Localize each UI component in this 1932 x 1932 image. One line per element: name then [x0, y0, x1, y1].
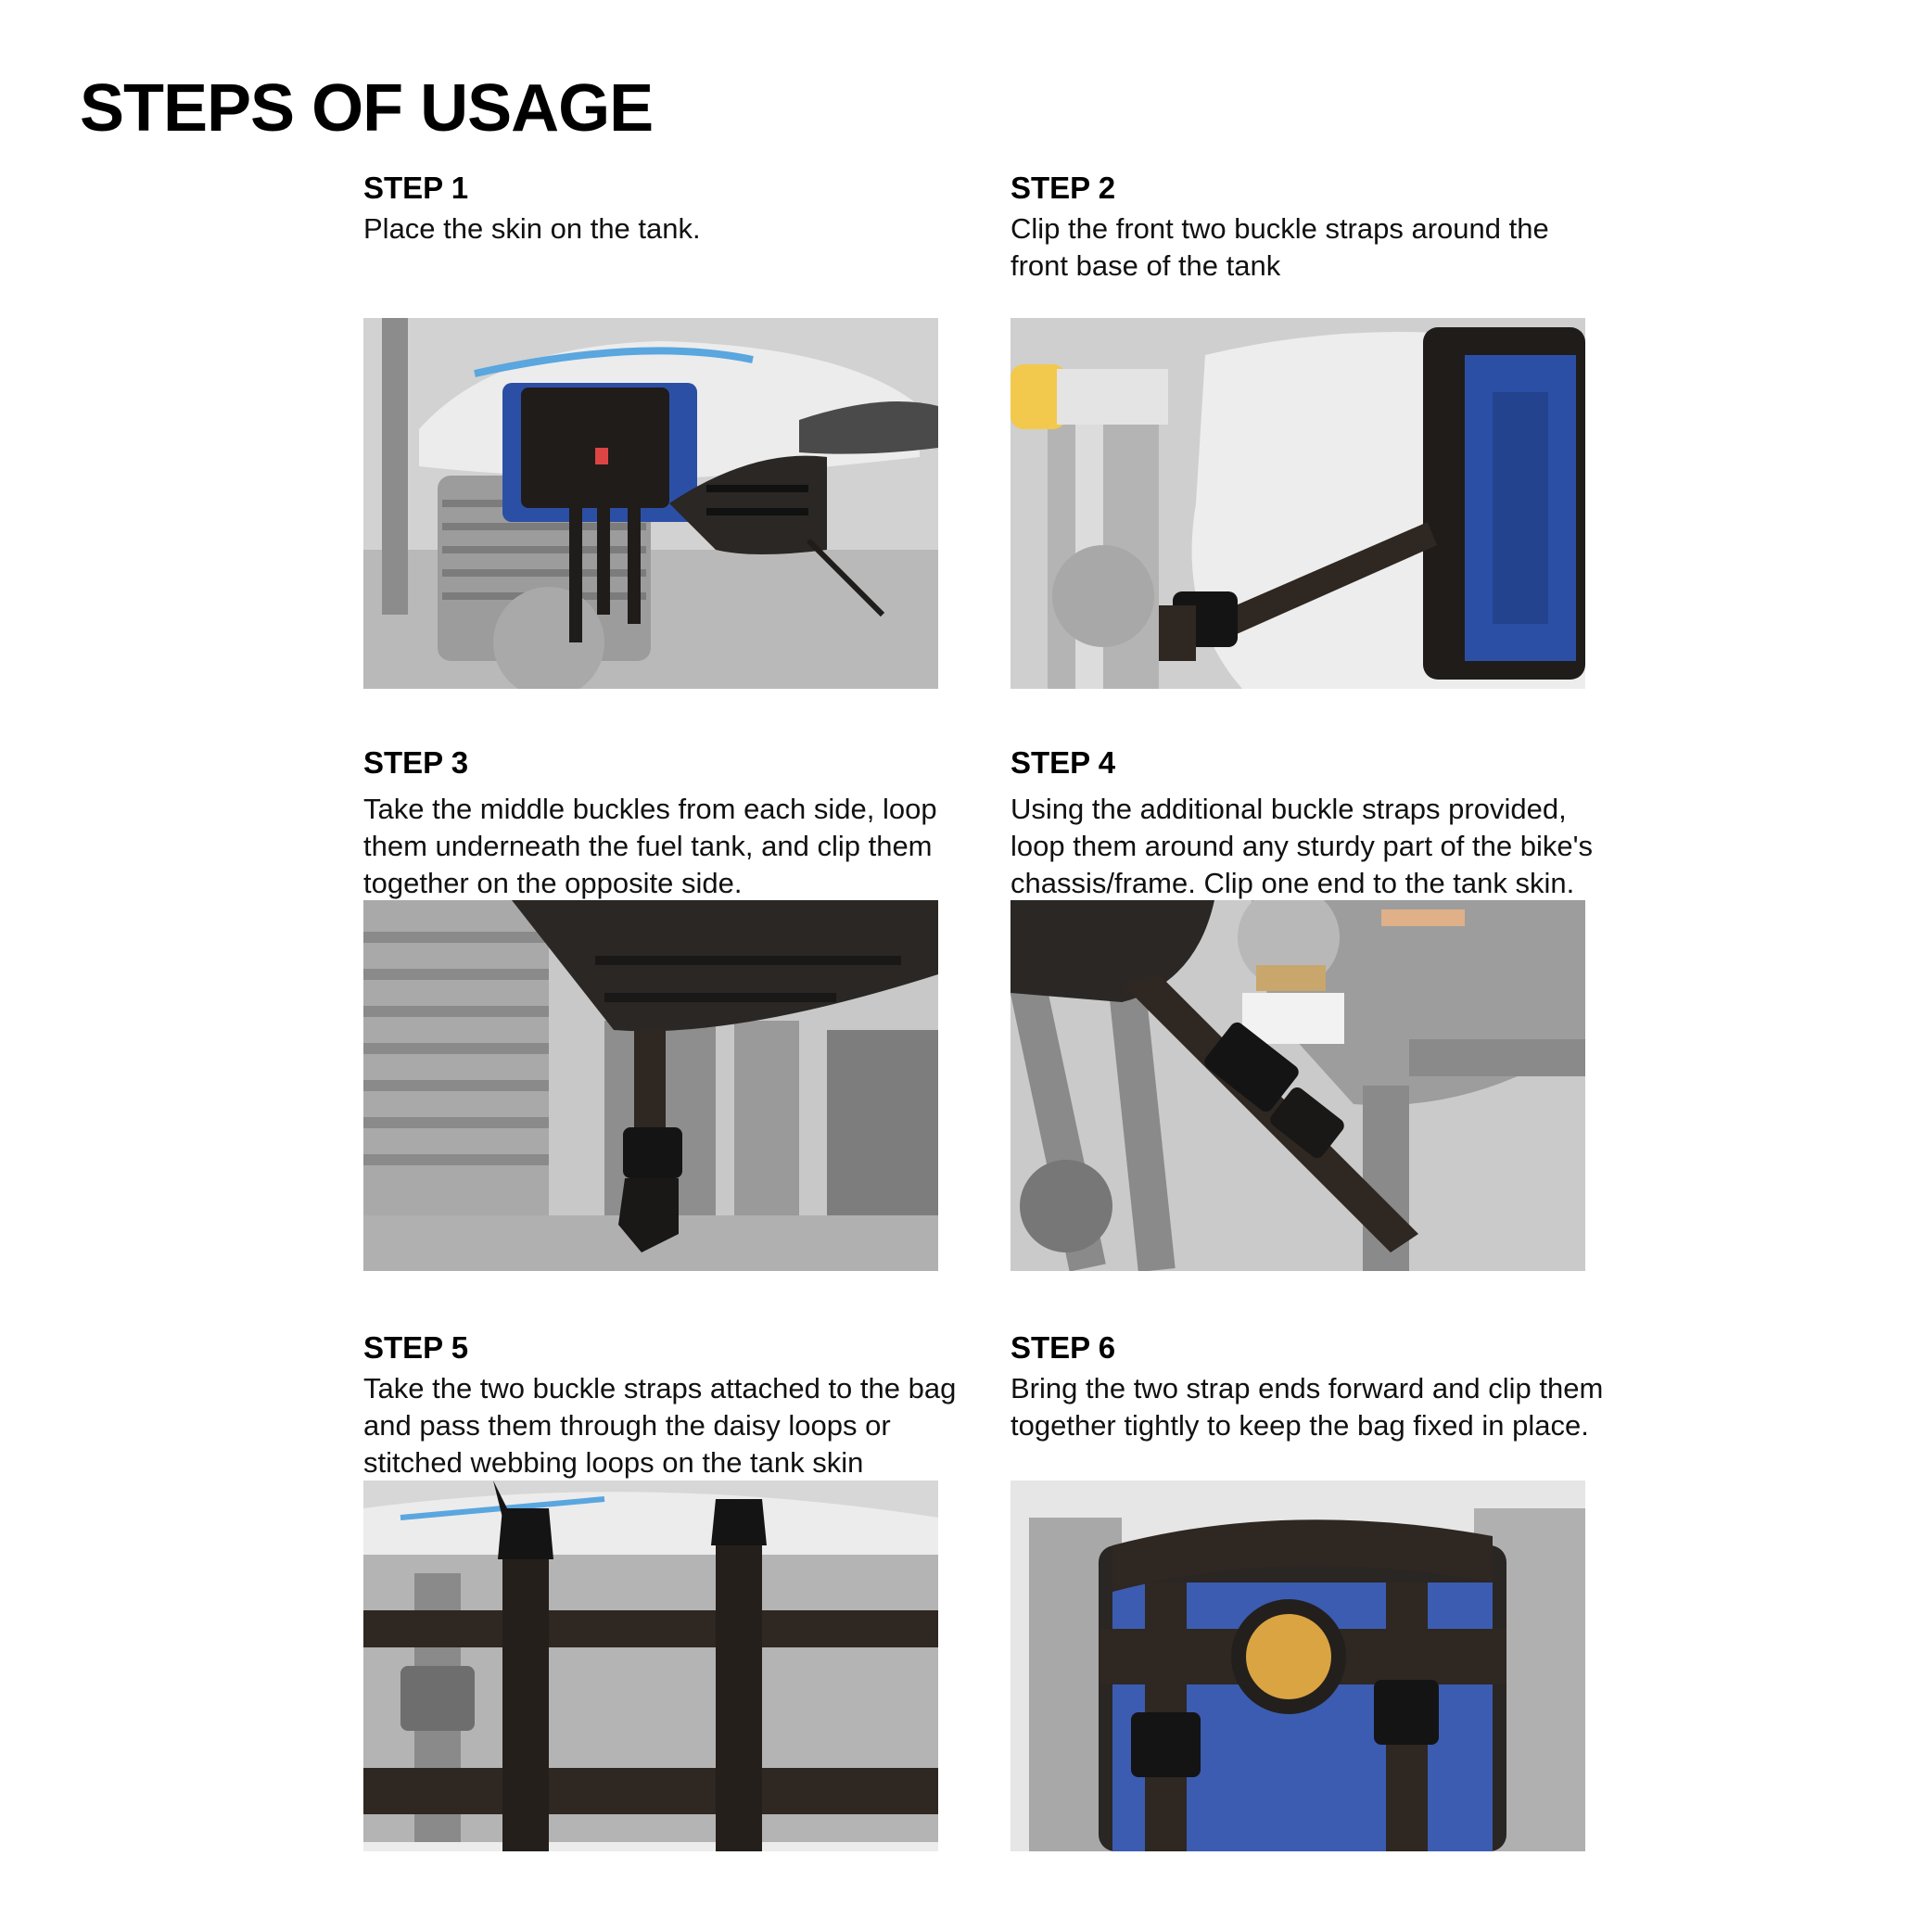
- step-6-text: Bring the two strap ends forward and clip them together tightly to keep the bag fixed in place.: [1010, 1372, 1604, 1442]
- step-5-photo: [363, 1481, 938, 1851]
- step-4-text: Using the additional buckle straps provided, loop them around any sturdy part of the bike's chassis/frame. Clip one end to the tank skin.: [1010, 793, 1594, 899]
- step-1-text: Place the skin on the tank.: [363, 212, 701, 245]
- step-3-text: Take the middle buckles from each side, loop them underneath the fuel tank, and clip them together on the opposite side.: [363, 793, 937, 899]
- step-3-label: STEP 3: [363, 745, 469, 780]
- step-6-label: STEP 6: [1010, 1330, 1116, 1365]
- step-4-photo: [1010, 900, 1585, 1271]
- step-2-text: Clip the front two buckle straps around the front base of the tank: [1010, 212, 1549, 282]
- step-1-photo: [363, 318, 938, 689]
- step-5-text: Take the two buckle straps attached to the bag and pass them through the daisy loops or stitched webbing loops on the tank skin: [363, 1372, 957, 1479]
- step-3-photo: [363, 900, 938, 1271]
- step-5-label: STEP 5: [363, 1330, 469, 1365]
- page-title: STEPS OF USAGE: [80, 71, 654, 146]
- step-4-label: STEP 4: [1010, 745, 1116, 780]
- step-1-label: STEP 1: [363, 171, 469, 205]
- step-2-photo: [1010, 318, 1585, 689]
- step-6-photo: [1010, 1481, 1585, 1851]
- step-2-label: STEP 2: [1010, 171, 1116, 205]
